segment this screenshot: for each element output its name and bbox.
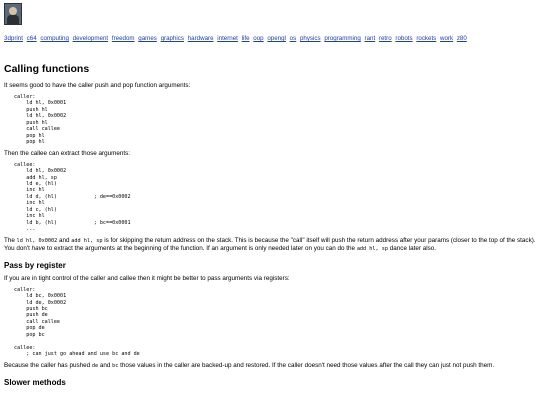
author-avatar-icon[interactable] bbox=[4, 3, 22, 25]
tag-link-computing[interactable]: computing bbox=[40, 35, 69, 42]
inline-code: de bbox=[91, 362, 99, 369]
tag-link-games[interactable]: games bbox=[138, 35, 157, 42]
tag-link-oop[interactable]: oop bbox=[253, 35, 264, 42]
code-block-callee: callee: ld hl, 0x0002 add hl, sp ld e, (hl) inc hl ld d, (hl) ; de==0x0002 inc hl ld c, (hl) inc hl ld b, (hl) ; bc==0x0001 ... bbox=[14, 161, 131, 233]
section-heading-slower: Slower methods bbox=[4, 377, 66, 387]
inline-code: add hl, sp bbox=[356, 245, 389, 252]
tag-link-c64[interactable]: c64 bbox=[26, 35, 37, 42]
tag-link-hardware[interactable]: hardware bbox=[187, 35, 214, 42]
explain-text: dance later also. bbox=[388, 244, 437, 252]
tag-list bbox=[4, 35, 536, 43]
because-text: and bbox=[98, 361, 113, 369]
because-text: Because the caller has pushed bbox=[4, 361, 92, 369]
avatar-body bbox=[7, 15, 19, 24]
tag-link-3dprint[interactable]: 3dprint bbox=[4, 35, 23, 42]
tag-link-freedom[interactable]: freedom bbox=[111, 35, 135, 42]
tag-link-rant[interactable]: rant bbox=[364, 35, 376, 42]
tag-link-retro[interactable]: retro bbox=[378, 35, 392, 42]
register-paragraph: If you are in tight control of the caller and callee then it might be better to pass arguments via registers: bbox=[4, 274, 290, 282]
inline-code: ld hl, 0x0002 bbox=[16, 237, 58, 244]
intro-paragraph: It seems good to have the caller push and pop function arguments: bbox=[4, 82, 191, 89]
tag-link-programming[interactable]: programming bbox=[324, 35, 361, 42]
tag-link-work[interactable]: work bbox=[440, 35, 454, 42]
inline-code: add hl, sp bbox=[71, 237, 103, 244]
avatar-face bbox=[9, 7, 17, 15]
explain-text: to extract the arguments at the beginning of the function. If an argument is only needed later on you can do the bbox=[45, 244, 357, 252]
page-content bbox=[4, 3, 536, 392]
explain-paragraph bbox=[4, 237, 536, 253]
code-block-caller: caller: ld hl, 0x0001 push hl ld hl, 0x0002 push hl call callee pop hl pop hl bbox=[14, 94, 67, 146]
tag-link-physics[interactable]: physics bbox=[299, 35, 321, 42]
because-text: those values in the caller are backed-up and restored. If the caller doesn't need those values after the call they can just not push them. bbox=[118, 361, 495, 369]
then-paragraph: Then the callee can extract those arguments: bbox=[4, 149, 131, 157]
tag-link-opengl[interactable]: opengl bbox=[267, 35, 286, 42]
inline-code: bc bbox=[112, 362, 119, 369]
tag-link-z80[interactable]: z80 bbox=[456, 35, 467, 42]
tag-link-internet[interactable]: internet bbox=[217, 35, 238, 42]
explain-text: The bbox=[4, 236, 17, 244]
because-paragraph bbox=[4, 362, 536, 370]
tag-link-life[interactable]: life bbox=[241, 35, 250, 42]
tag-link-rockets[interactable]: rockets bbox=[416, 35, 437, 42]
emphasis-text: have bbox=[31, 244, 46, 252]
explain-text: and bbox=[57, 236, 72, 244]
tag-link-os[interactable]: os bbox=[289, 35, 297, 42]
tag-link-development[interactable]: development bbox=[72, 35, 109, 42]
section-heading-register: Pass by register bbox=[4, 260, 66, 270]
article-title: Calling functions bbox=[4, 63, 90, 75]
code-block-register: caller: ld bc, 0x0001 ld de, 0x0002 push bc push de call callee pop de pop bc callee: ; can just go ahead and use bc and de bbox=[14, 286, 140, 358]
tag-link-graphics[interactable]: graphics bbox=[160, 35, 184, 42]
explain-text: is for skipping the return address on the stack. This is because the "call" itself will push the return address after your params (closer to the top of the stack). You don't bbox=[4, 236, 536, 252]
tag-link-robots[interactable]: robots bbox=[395, 35, 413, 42]
